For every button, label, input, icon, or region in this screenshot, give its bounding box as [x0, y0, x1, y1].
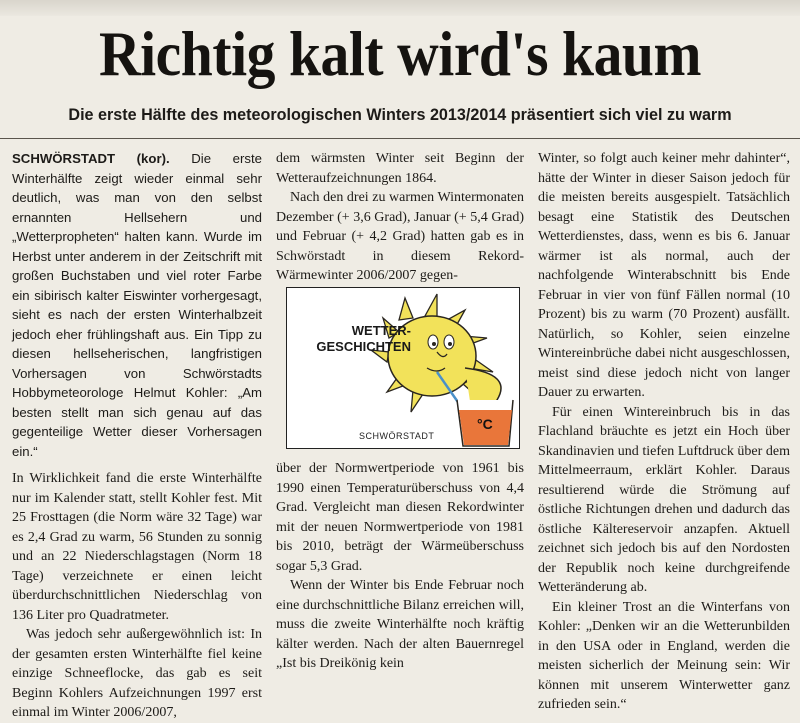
subheadline: Die erste Hälfte des meteorologischen Winters 2013/2014 präsentiert sich viel zu warm — [68, 105, 732, 124]
lead-text: Die erste Winterhälfte zeigt wieder einmal sehr deutlich, was man von den selbst ernannten Hellsehern und „Wetterpropheten“ halten kann. Wurde im Herbst unter anderem in der Zeitschrift mit großen Buchstaben und viel roter Farbe ein sibirisch kalter Eiswinter vorhergesagt, sieht es nach der ersten Winterhalbzeit jedoch eher frühlingshaft aus. Ein Tipp zu diesen hellseherischen, langfristigen Vorhersagen von Schwörstadts Hobbymeteorologe Helmut Kohler: „Am besten stellt man sich genau auf das gegenteilige Wetter dieser Vorhersagen ein.“ — [12, 151, 262, 459]
paragraph: Ein kleiner Trost an die Winterfans von Kohler: „Denken wir an die Wetterunbilden in den USA oder in England, werden die meisten sicherlich der Meinung sein: Wir können mit unserem Winterwetter ganz zufrieden sein.“ — [538, 599, 790, 712]
paragraph: In Wirklichkeit fand die erste Winterhälfte nur im Kalender statt, stellt Kohler fest. Mit 25 Frosttagen (die Norm wäre 32 Tage) war es 2,4 Grad zu warm, 56 Stunden zu sonnig und an 22 Niederschlagstagen (Norm 18 Tage) verzeichnete er einen leicht überdurchschnittlichen Niederschlag von 136 Liter pro Quadratmeter. — [12, 471, 262, 623]
column-2-lower — [276, 459, 524, 674]
wetter-geschichten-logo — [286, 287, 520, 449]
headline: Richtig kalt wird's kaum — [98, 18, 702, 89]
logo-town: SCHWÖRSTADT — [359, 431, 435, 441]
dateline: SCHWÖRSTADT (kor). — [12, 151, 170, 166]
paragraph: Nach den drei zu warmen Wintermonaten Dezember (+ 3,6 Grad), Januar (+ 5,4 Grad) und Februar (+ 4,2 Grad) hatten gab es in Schwörstadt in diesem Rekord-Wärmewinter 2006/2007 gegen- — [276, 190, 524, 283]
paragraph: Winter, so folgt auch keiner mehr dahinter“, hätte der Winter in dieser Saison jedoch für die meisten bereits ausgespielt. Tatsächlich besagt eine Statistik des Deutschen Wetterdienstes, dass, wenn es bis 6. Januar wärmer ist als normal, auch der nachfolgende Winterabschnitt bis Ende Februar in vier von fünf Fällen normal (10 Prozent) bis zu warm (70 Prozent) ausfällt. Natürlich, so Kohler, seien einzelne Wintereinbrüche dabei nicht ausgeschlossen, meist sind diese jedoch nicht von langer Dauer zu erwarten. — [538, 151, 790, 400]
article-column-3 — [538, 149, 790, 715]
celsius-label: °C — [477, 416, 493, 432]
paragraph: Was jedoch sehr außergewöhnlich ist: In der gesamten ersten Winterhälfte fiel keine einzige Schneeflocke, das gab es seit Beginn Kohlers Aufzeichnungen 1997 erst einmal im Winter 2006/2007, — [12, 627, 262, 720]
paragraph: dem wärmsten Winter seit Beginn der Wetteraufzeichnungen 1864. — [276, 151, 524, 186]
paragraph: Wenn der Winter bis Ende Februar noch eine durchschnittliche Bilanz erreichen will, muss die zweite Winterhälfte noch kräftig kälter werden. Nach der alten Bauernregel „Ist bis Dreikönig kein — [276, 578, 524, 671]
paragraph: über der Normwertperiode von 1961 bis 1990 einen Temperaturüberschuss von 4,4 Grad. Vergleicht man diesen Rekordwinter mit der neuen Normwertperiode von 1981 bis 2010, beträgt der Wärmeüberschuss sogar 5,3 Grad. — [276, 461, 524, 574]
lead-paragraph — [12, 149, 262, 461]
paragraph: Für einen Wintereinbruch bis in das Flachland bräuchte es jetzt ein Hoch über Skandinavien und tiefen Luftdruck über dem Mittelmeerraum, erklärt Kohler. Daraus resultierend würde die Strömung auf östliche Richtungen drehen und dadurch das östliche Kältereservoir anzapfen. Aktuell zeichnet sich jedoch bis auf den Nordosten der Republik noch keine durchgreifende Wetteränderung ab. — [538, 404, 790, 595]
separator-rule — [0, 138, 800, 139]
logo-title: WETTER- GESCHICHTEN — [316, 323, 411, 354]
article-column-1 — [12, 149, 262, 723]
